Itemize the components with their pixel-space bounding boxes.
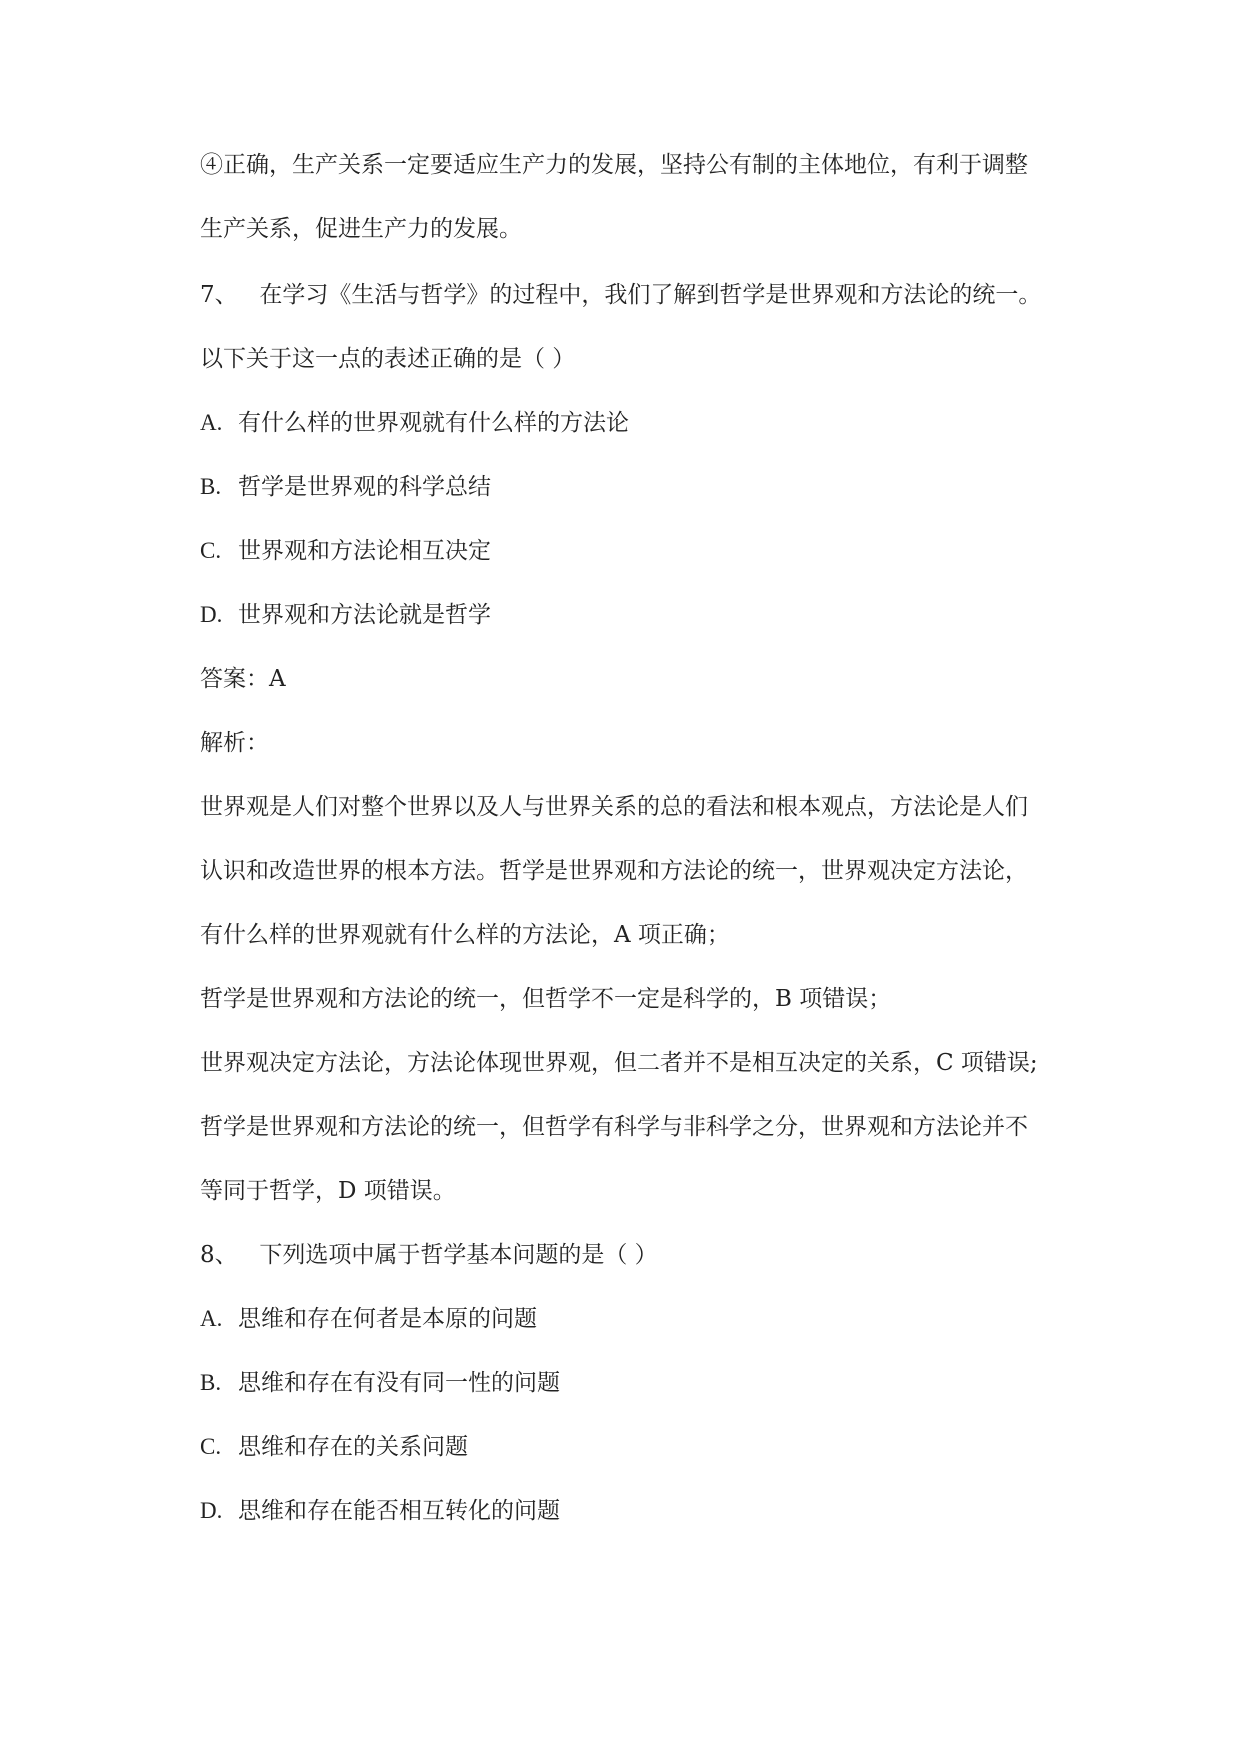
q8-option-d-letter: D.	[200, 1498, 223, 1523]
q7-option-c	[200, 536, 491, 566]
q7-stem-text: 在学习《生活与哲学》的过程中，我们了解到哲学是世界观和方法论的统一。	[259, 282, 1042, 308]
q7-option-c-text: 世界观和方法论相互决定	[238, 538, 491, 564]
q7-option-b-letter: B.	[200, 474, 222, 499]
q8-option-a-letter: A.	[200, 1306, 223, 1331]
q8-option-c-text: 思维和存在的关系问题	[238, 1434, 468, 1460]
q7-option-a-text: 有什么样的世界观就有什么样的方法论	[238, 410, 629, 436]
q8-option-c-letter: C.	[200, 1434, 222, 1459]
prev-explanation-line-2: 生产关系，促进生产力的发展。	[200, 216, 522, 242]
q8-option-b-letter: B.	[200, 1370, 222, 1395]
q7-stem-line-1	[200, 280, 1041, 310]
q7-option-a	[200, 408, 629, 438]
q7-analysis-line-6: 哲学是世界观和方法论的统一，但哲学有科学与非科学之分，世界观和方法论并不	[200, 1114, 1028, 1140]
q7-option-a-letter: A.	[200, 410, 223, 435]
q8-option-b	[200, 1368, 560, 1398]
q7-option-c-letter: C.	[200, 538, 222, 563]
q8-option-d	[200, 1496, 560, 1526]
q7-analysis-line-7: 等同于哲学，D 项错误。	[200, 1178, 456, 1204]
q7-option-d-letter: D.	[200, 602, 223, 627]
q7-option-b-text: 哲学是世界观的科学总结	[238, 474, 491, 500]
q7-stem-line-2: 以下关于这一点的表述正确的是（ ）	[200, 346, 576, 372]
q8-stem-line-1	[200, 1240, 658, 1270]
q8-number: 8、	[200, 1242, 238, 1268]
q8-option-a	[200, 1304, 537, 1334]
q7-analysis-label: 解析：	[200, 730, 269, 756]
q7-analysis-line-4: 哲学是世界观和方法论的统一，但哲学不一定是科学的，B 项错误；	[200, 986, 892, 1012]
q7-analysis-line-1: 世界观是人们对整个世界以及人与世界关系的总的看法和根本观点，方法论是人们	[200, 794, 1028, 820]
q7-number: 7、	[200, 282, 238, 308]
q8-option-c	[200, 1432, 468, 1462]
q7-option-b	[200, 472, 491, 502]
q7-analysis-line-5: 世界观决定方法论，方法论体现世界观，但二者并不是相互决定的关系，C 项错误;	[200, 1050, 1038, 1076]
q7-analysis-line-3: 有什么样的世界观就有什么样的方法论，A 项正确；	[200, 922, 730, 948]
q7-option-d	[200, 600, 491, 630]
q7-answer: 答案：A	[200, 666, 286, 692]
q7-option-d-text: 世界观和方法论就是哲学	[238, 602, 491, 628]
q8-stem-text: 下列选项中属于哲学基本问题的是（ ）	[259, 1242, 658, 1268]
prev-explanation-line-1: ④正确，生产关系一定要适应生产力的发展，坚持公有制的主体地位，有利于调整	[200, 152, 1028, 178]
q8-option-a-text: 思维和存在何者是本原的问题	[238, 1306, 537, 1332]
q8-option-d-text: 思维和存在能否相互转化的问题	[238, 1498, 560, 1524]
q7-analysis-line-2: 认识和改造世界的根本方法。哲学是世界观和方法论的统一，世界观决定方法论，	[200, 858, 1028, 884]
q8-option-b-text: 思维和存在有没有同一性的问题	[238, 1370, 560, 1396]
